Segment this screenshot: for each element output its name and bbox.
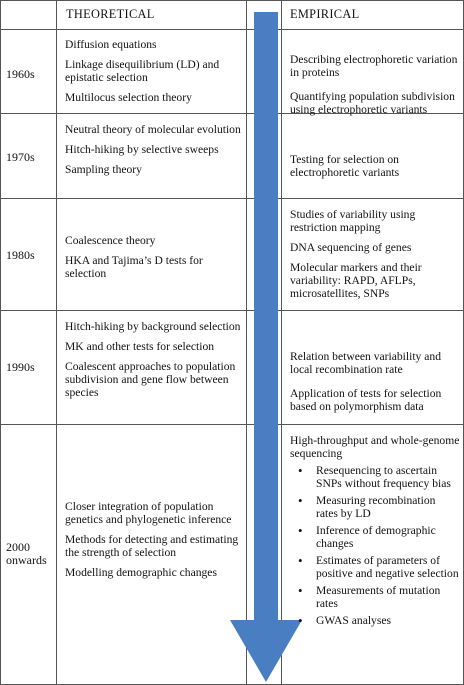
theoretical-item: Modelling demographic changes xyxy=(65,566,217,579)
empirical-item: Describing electrophoretic variation in proteins xyxy=(290,53,458,79)
empirical-cell-1960s xyxy=(290,53,458,127)
header-empirical: EMPIRICAL xyxy=(290,7,360,21)
theoretical-item: MK and other tests for selection xyxy=(65,340,215,353)
list-item: • Resequencing to ascertain SNPs without frequency bias xyxy=(316,464,460,490)
theoretical-cell-1960s xyxy=(65,38,243,111)
list-item: • Estimates of parameters of positive and negative selection xyxy=(316,554,460,580)
theoretical-item: HKA and Tajima’s D tests for selection xyxy=(65,254,203,280)
empirical-cell-1980s xyxy=(290,208,460,307)
empirical-item: Quantifying population subdivision using electrophoretic variants xyxy=(290,90,455,116)
theoretical-item: Hitch-hiking by selective sweeps xyxy=(65,143,219,156)
decade-column-divider xyxy=(56,0,57,685)
decade-label: 1980s xyxy=(6,248,35,262)
theoretical-cell-1970s xyxy=(65,123,243,183)
theoretical-item: Linkage disequilibrium (LD) and epistatic selection xyxy=(65,58,220,84)
theoretical-cell-1990s xyxy=(65,320,243,406)
empirical-item: Relation between variability and local recombination rate xyxy=(290,350,441,376)
theoretical-cell-1980s xyxy=(65,234,243,287)
decade-label: 2000 onwards xyxy=(6,540,47,567)
decade-label: 1970s xyxy=(6,150,35,164)
list-item: • Measurements of mutation rates xyxy=(316,584,460,610)
theoretical-item: Diffusion equations xyxy=(65,38,157,51)
theoretical-cell-2000s xyxy=(65,500,243,586)
theoretical-item: Neutral theory of molecular evolution xyxy=(65,123,241,136)
theoretical-item: Coalescent approaches to population subdivision and gene flow between species xyxy=(65,360,236,399)
theoretical-item: Methods for detecting and estimating the strength of selection xyxy=(65,533,239,559)
list-item: • GWAS analyses xyxy=(316,614,460,627)
empirical-item: Studies of variability using restriction mapping xyxy=(290,208,416,234)
empirical-heading: High-throughput and whole-genome sequencing xyxy=(290,434,460,460)
empirical-item: Application of tests for selection based on polymorphism data xyxy=(290,387,442,413)
theoretical-item: Multilocus selection theory xyxy=(65,91,192,104)
border-top xyxy=(0,0,463,1)
empirical-cell-1970s xyxy=(290,153,458,190)
empirical-cell-1990s xyxy=(290,350,460,424)
theoretical-item: Coalescence theory xyxy=(65,234,156,247)
theoretical-item: Sampling theory xyxy=(65,163,142,176)
empirical-item: Testing for selection on electrophoretic variants xyxy=(290,153,400,179)
theoretical-item: Closer integration of population genetics and phylogenetic inference xyxy=(65,500,232,526)
header-theoretical: THEORETICAL xyxy=(66,7,155,21)
empirical-bullet-list xyxy=(290,464,460,627)
empirical-item: DNA sequencing of genes xyxy=(290,241,412,254)
decade-label: 1960s xyxy=(6,67,35,81)
list-item: • Inference of demographic changes xyxy=(316,524,460,550)
theoretical-item: Hitch-hiking by background selection xyxy=(65,320,241,333)
empirical-cell-2000s xyxy=(290,434,460,631)
empirical-item: Molecular markers and their variability: RAPD, AFLPs, microsatellites, SNPs xyxy=(290,261,422,300)
decade-label: 1990s xyxy=(6,360,35,374)
list-item: • Measuring recombination rates by LD xyxy=(316,494,460,520)
border-left xyxy=(0,0,1,685)
